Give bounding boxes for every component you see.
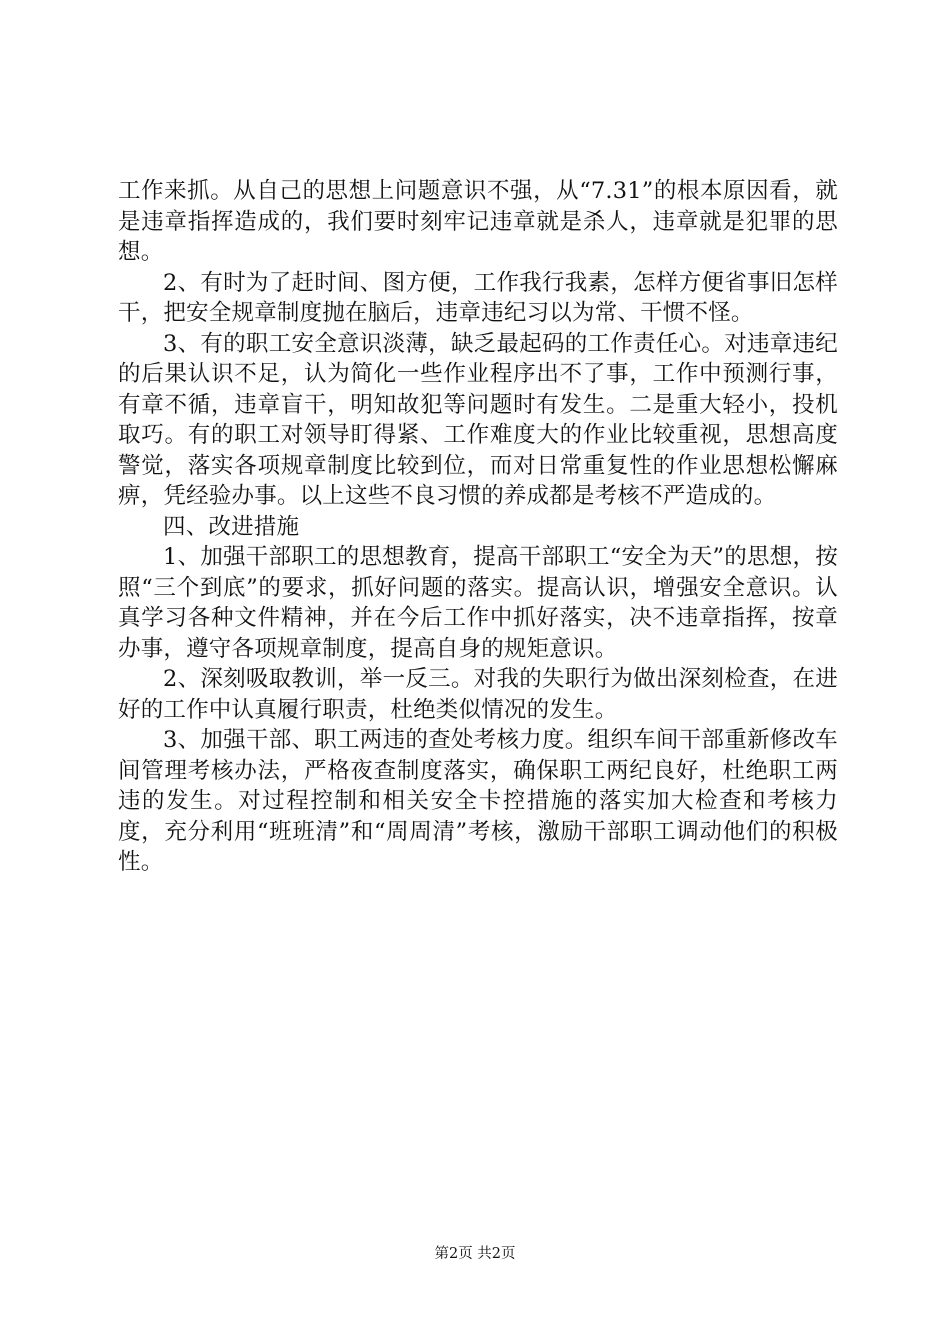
paragraph-continuation: 工作来抓。从自己的思想上问题意识不强，从“7.31”的根本原因看，就是违章指挥造成的，我们要时刻牢记违章就是杀人，违章就是犯罪的思想。 xyxy=(118,178,838,265)
section-heading-improvements: 四、改进措施 xyxy=(163,513,300,540)
document-body xyxy=(118,176,838,878)
paragraph-measure-1: 1、加强干部职工的思想教育，提高干部职工“安全为天”的思想，按照“三个到底”的要求，抓好问题的落实。提高认识，增强安全意识。认真学习各种文件精神，并在今后工作中抓好落实，决不违章指挥，按章办事，遵守各项规章制度，提高自身的规矩意识。 xyxy=(118,544,838,662)
page-number-footer: 第2页 共2页 xyxy=(434,1246,516,1262)
paragraph-item-3: 3、有的职工安全意识淡薄，缺乏最起码的工作责任心。对违章违纪的后果认识不足，认为简化一些作业程序出不了事，工作中预测行事，有章不循，违章盲干，明知故犯等问题时有发生。二是重大轻小，投机取巧。有的职工对领导盯得紧、工作难度大的作业比较重视，思想高度警觉，落实各项规章制度比较到位，而对日常重复性的作业思想松懈麻痹，凭经验办事。以上这些不良习惯的养成都是考核不严造成的。 xyxy=(118,330,838,509)
paragraph-item-2: 2、有时为了赶时间、图方便，工作我行我素，怎样方便省事旧怎样干，把安全规章制度抛在脑后，违章违纪习以为常、干惯不怪。 xyxy=(118,269,838,326)
paragraph-measure-3: 3、加强干部、职工两违的查处考核力度。组织车间干部重新修改车间管理考核办法，严格夜查制度落实，确保职工两纪良好，杜绝职工两违的发生。对过程控制和相关安全卡控措施的落实加大检查和考核力度，充分利用“班班清”和“周周清”考核，激励干部职工调动他们的积极性。 xyxy=(118,727,838,875)
paragraph-measure-2: 2、深刻吸取教训，举一反三。对我的失职行为做出深刻检查，在进好的工作中认真履行职责，杜绝类似情况的发生。 xyxy=(118,666,838,723)
